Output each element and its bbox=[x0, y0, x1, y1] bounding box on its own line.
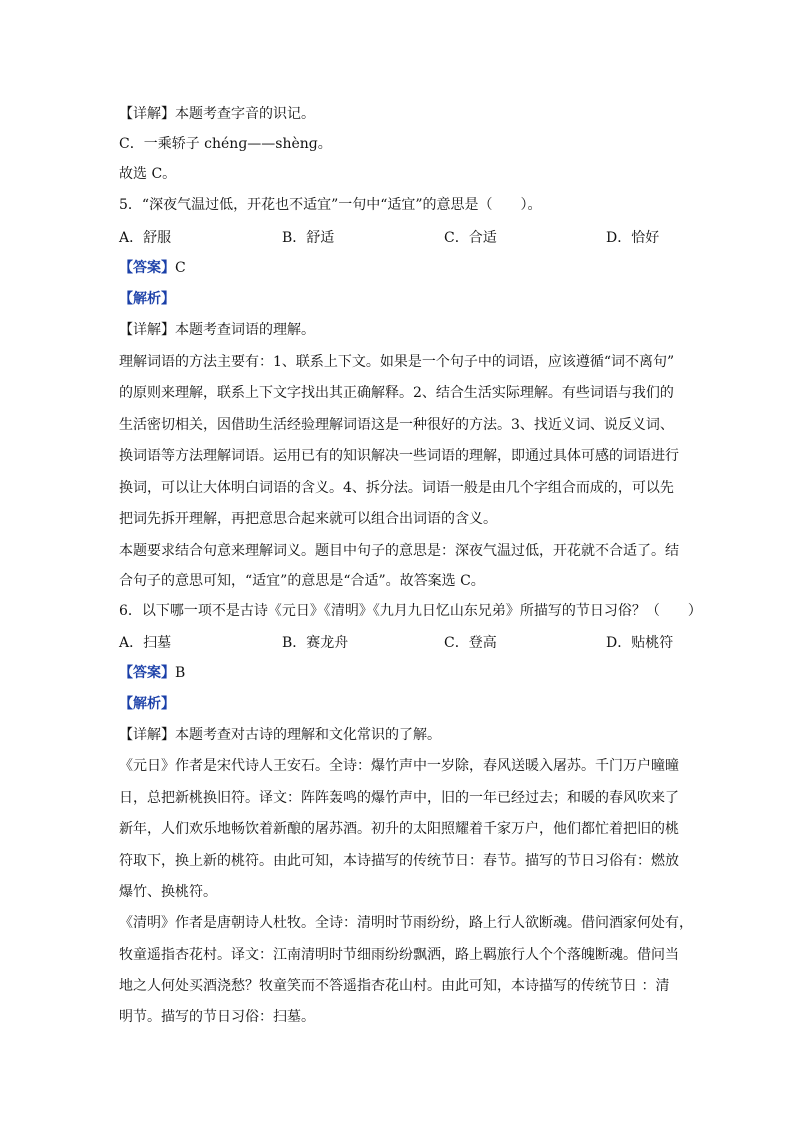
q6-detail-line: 符取下，换上新的桃符。由此可知，本诗描写的传统节日：春节。描写的节日习俗有：燃放 bbox=[119, 853, 679, 869]
answer-value: C bbox=[175, 260, 186, 276]
q6-detail-line: 《清明》作者是唐朝诗人杜牧。全诗：清明时节雨纷纷，路上行人欲断魂。借问酒家何处有， bbox=[119, 915, 693, 931]
q5-option-b: B．舒适 bbox=[282, 230, 335, 246]
q6-detail-line: 新年，人们欢乐地畅饮着新酿的屠苏酒。初升的太阳照耀着千家万户，他们都忙着把旧的桃 bbox=[119, 821, 679, 837]
q6-detail-line: 《元日》作者是宋代诗人王安石。全诗：爆竹声中一岁除，春风送暖入屠苏。千门万户曈曈 bbox=[119, 758, 679, 774]
q5-question: 5．“深夜气温过低，开花也不适宜”一句中“适宜”的意思是（ ）。 bbox=[119, 197, 542, 213]
q5-detail-line: 本题要求结合句意来理解词义。题目中句子的意思是：深夜气温过低，开花就不合适了。结 bbox=[119, 543, 679, 559]
q6-detail-line: 明节。描写的节日习俗：扫墓。 bbox=[119, 1009, 315, 1025]
q6-question: 6．以下哪一项不是古诗《元日》《清明》《九月九日忆山东兄弟》所描写的节日习俗？（ ） bbox=[119, 603, 702, 619]
q4-answer-line: C．一乘轿子 chénɡ——shènɡ。 bbox=[119, 136, 332, 152]
answer-value: B bbox=[175, 665, 186, 681]
q6-option-b: B．赛龙舟 bbox=[282, 635, 349, 651]
q5-detail-line: 生活密切相关，因借助生活经验理解词语这是一种很好的方法。3、找近义词、说反义词、 bbox=[119, 417, 674, 433]
q5-detail-line: 的原则来理解，联系上下文字找出其正确解释。2、结合生活实际理解。有些词语与我们的 bbox=[119, 385, 674, 401]
q5-detail-line: 【详解】本题考查词语的理解。 bbox=[119, 322, 315, 338]
q5-analysis-tag: 【解析】 bbox=[119, 291, 175, 307]
q5-option-a: A．舒服 bbox=[119, 230, 172, 246]
q6-analysis-tag: 【解析】 bbox=[119, 696, 175, 712]
q5-detail-line: 换词语等方法理解词语。运用已有的知识解决一些词语的理解，即通过具体可感的词语进行 bbox=[119, 448, 679, 464]
q5-option-c: C．合适 bbox=[444, 230, 497, 246]
q6-option-c: C．登高 bbox=[444, 635, 497, 651]
q5-answer bbox=[119, 259, 186, 277]
q6-detail-line: 地之人何处买酒浇愁？牧童笑而不答遥指杏花山村。由此可知，本诗描写的传统节日 ：清 bbox=[119, 978, 670, 994]
q5-detail-line: 合句子的意思可知，“适宜”的意思是“合适”。故答案选 C。 bbox=[119, 573, 485, 589]
q6-detail-line: 日，总把新桃换旧符。译文：阵阵轰鸣的爆竹声中，旧的一年已经过去；和暖的春风吹来了 bbox=[119, 790, 679, 806]
q6-option-d: D．贴桃符 bbox=[606, 635, 674, 651]
q6-detail-line: 牧童遥指杏花村。译文：江南清明时节细雨纷纷飘洒，路上羁旅行人个个落魄断魂。借问当 bbox=[119, 947, 679, 963]
q4-detail: 【详解】本题考查字音的识记。 bbox=[119, 106, 315, 122]
q5-detail-line: 把词先拆开理解，再把意思合起来就可以组合出词语的含义。 bbox=[119, 511, 497, 527]
answer-tag: 【答案】 bbox=[119, 665, 175, 681]
q4-conclusion: 故选 C。 bbox=[119, 166, 177, 182]
q5-detail-line: 换词，可以让大体明白词语的含义。4、拆分法。词语一般是由几个字组合而成的，可以先 bbox=[119, 480, 674, 496]
q5-option-d: D．恰好 bbox=[606, 230, 660, 246]
q6-option-a: A．扫墓 bbox=[119, 635, 172, 651]
q6-answer bbox=[119, 664, 185, 682]
q6-detail-line: 【详解】本题考查对古诗的理解和文化常识的了解。 bbox=[119, 727, 441, 743]
q6-detail-line: 爆竹、换桃符。 bbox=[119, 884, 217, 900]
q5-detail-line: 理解词语的方法主要有：1、联系上下文。如果是一个句子中的词语，应该遵循“词不离句” bbox=[119, 354, 675, 370]
answer-tag: 【答案】 bbox=[119, 260, 175, 276]
